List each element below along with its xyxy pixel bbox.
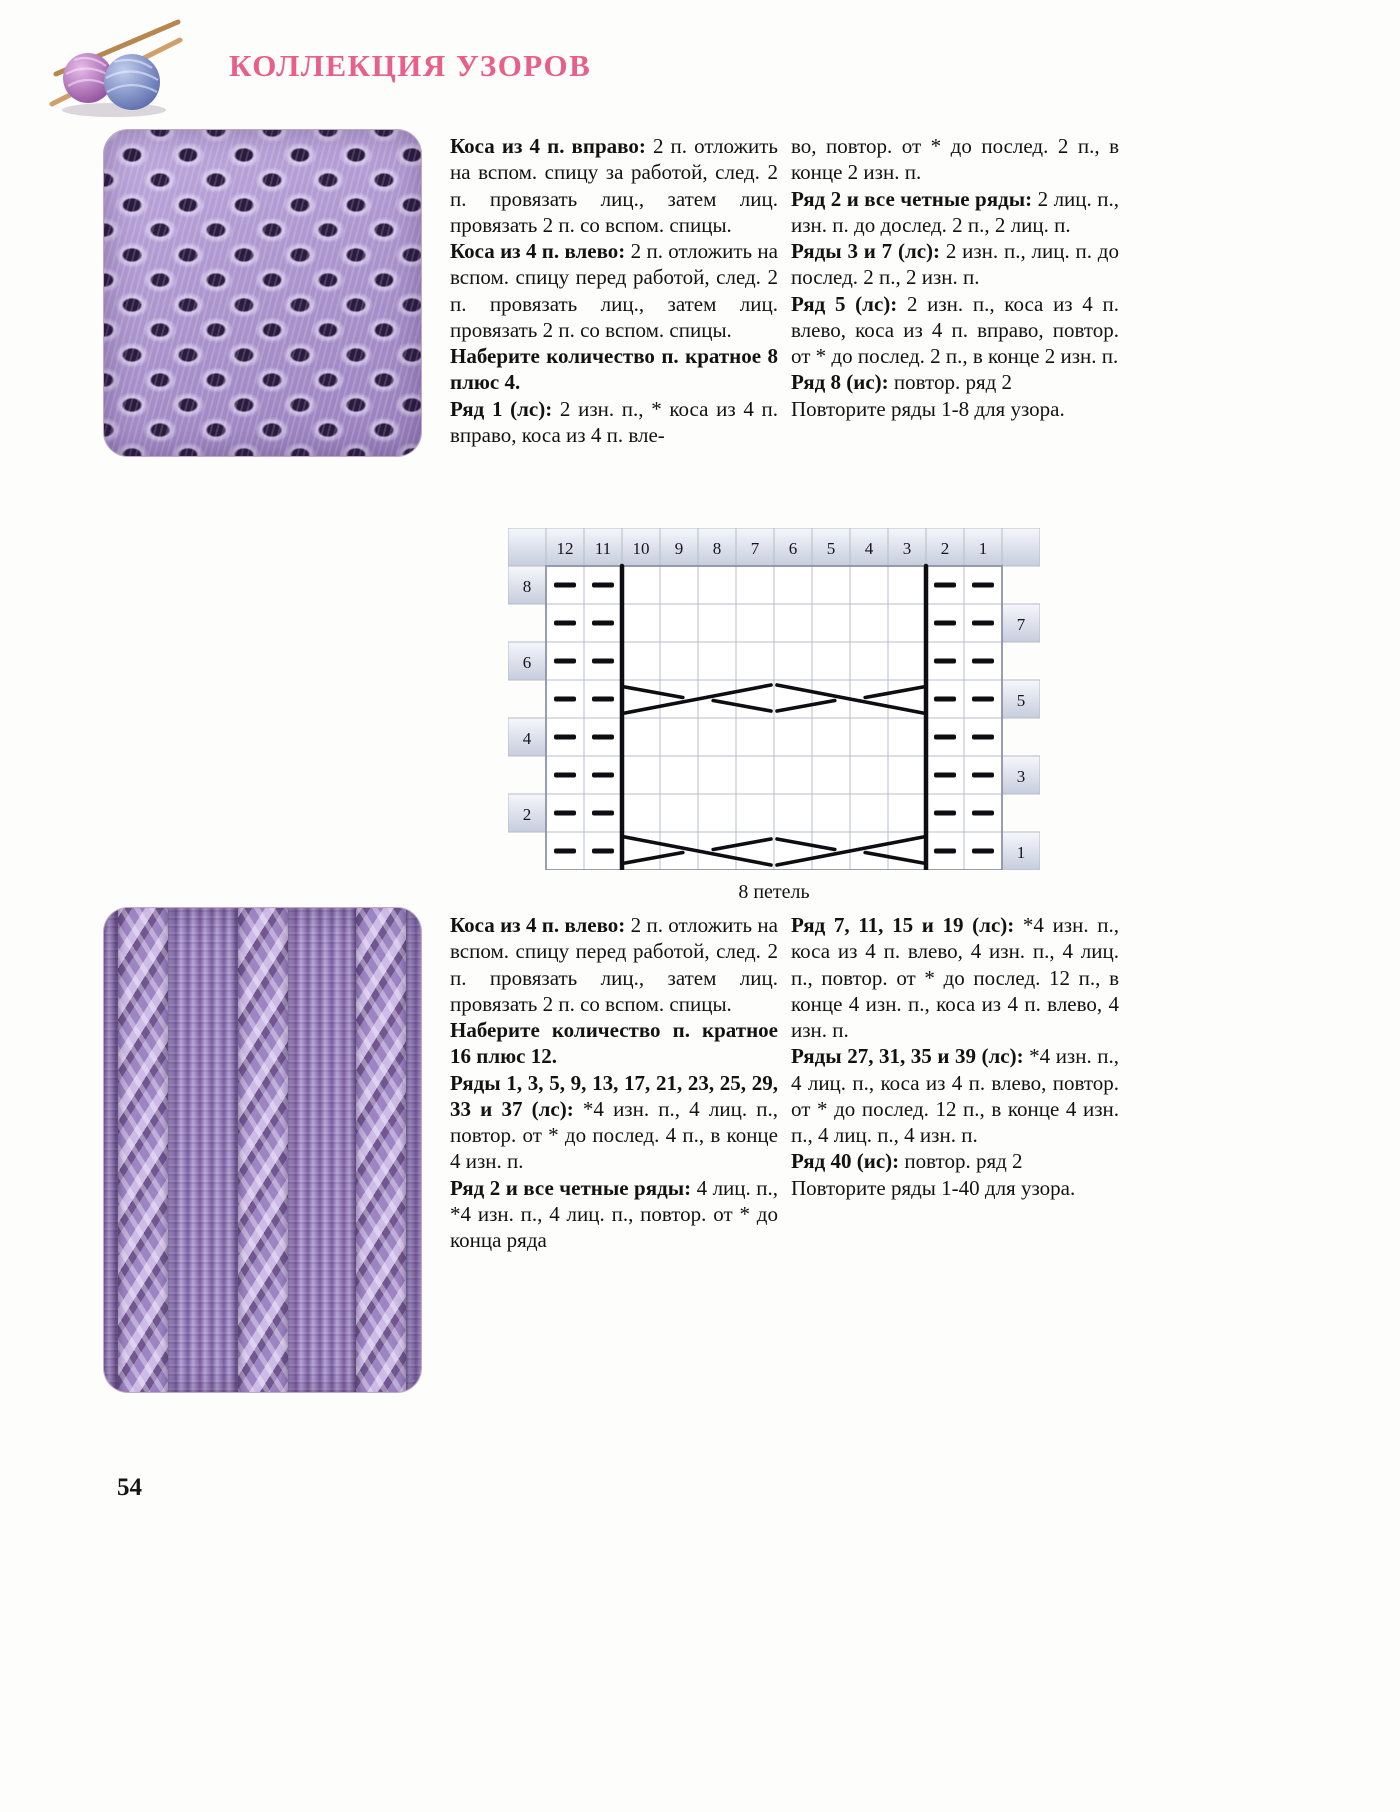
svg-text:12: 12 xyxy=(556,539,574,558)
pattern-paragraph: Коса из 4 п. вправо: 2 п. отложить на вспом. спицу за работой, след. 2 п. провязать лиц., затем лиц. провязать 2 п. со вспом. спицы. xyxy=(450,134,778,237)
cable-braid xyxy=(238,908,288,1392)
pattern2-text-column-2 xyxy=(791,912,1119,1201)
svg-text:6: 6 xyxy=(788,539,798,558)
swatch-photo-honeycomb xyxy=(104,130,421,456)
svg-text:8: 8 xyxy=(712,539,722,558)
pattern-paragraph: Коса из 4 п. влево: 2 п. отложить на вспом. спицу перед работой, след. 2 п. провязать лиц., затем лиц. провязать 2 п. со вспом. спицы. xyxy=(450,239,778,342)
pattern-paragraph: Ряд 7, 11, 15 и 19 (лс): *4 изн. п., коса из 4 п. влево, 4 изн. п., 4 лиц. п., повтор. от * до послед. 12 п., в конце 4 изн. п., коса из 4 п. влево, 4 изн. п. xyxy=(791,913,1119,1042)
svg-text:4: 4 xyxy=(864,539,874,558)
pattern-paragraph: Ряд 5 (лс): 2 изн. п., коса из 4 п. влево, коса из 4 п. вправо, повтор. от * до послед. 2 п., в конце 2 изн. п. xyxy=(791,291,1119,368)
pattern2-text-column-1 xyxy=(450,912,778,1253)
svg-text:8: 8 xyxy=(522,577,532,596)
pattern-paragraph: Повторите ряды 1-8 для узора. xyxy=(791,396,1065,421)
svg-text:5: 5 xyxy=(1016,691,1026,710)
svg-text:1: 1 xyxy=(1016,843,1026,862)
page-title: КОЛЛЕКЦИЯ УЗОРОВ xyxy=(229,48,592,83)
pattern-paragraph: Ряды 1, 3, 5, 9, 13, 17, 21, 23, 25, 29, 33 и 37 (лс): *4 изн. п., 4 лиц. п., повтор. от * до послед. 4 п., в конце 4 изн. п. xyxy=(450,1070,778,1174)
yarn-ball-icon xyxy=(62,53,166,117)
svg-text:10: 10 xyxy=(632,539,650,558)
cable-braid xyxy=(356,908,406,1392)
pattern-paragraph: Ряд 2 и все четные ряды: 2 лиц. п., изн. п. до дослед. 2 п., 2 лиц. п. xyxy=(791,186,1119,237)
svg-text:6: 6 xyxy=(522,653,532,672)
chart-caption: 8 петель xyxy=(738,881,810,903)
svg-text:2: 2 xyxy=(940,539,950,558)
pattern-paragraph: Ряд 2 и все четные ряды: 4 лиц. п., *4 изн. п., 4 лиц. п., повтор. от * до конца ряда xyxy=(450,1175,778,1252)
pattern-paragraph: Ряд 1 (лс): 2 изн. п., * коса из 4 п. вправо, коса из 4 п. вле- xyxy=(450,396,778,447)
pattern1-text-column-2 xyxy=(791,133,1119,422)
svg-text:7: 7 xyxy=(1016,615,1026,634)
pattern-paragraph: Ряды 3 и 7 (лс): 2 изн. п., лиц. п. до послед. 2 п., 2 изн. п. xyxy=(791,239,1119,290)
knitting-chart-grid xyxy=(508,528,1040,870)
pattern-paragraph: во, повтор. от * до послед. 2 п., в конце 2 изн. п. xyxy=(791,134,1119,185)
svg-text:11: 11 xyxy=(594,539,612,558)
pattern-paragraph: Ряды 27, 31, 35 и 39 (лс): *4 изн. п., 4 лиц. п., коса из 4 п. влево, повтор. от * до послед. 12 п., в конце 4 изн. п., 4 лиц. п., 4 изн. п. xyxy=(791,1044,1119,1147)
pattern1-text-column-1 xyxy=(450,133,778,448)
pattern-paragraph: Ряд 40 (ис): повтор. ряд 2 xyxy=(791,1149,1023,1174)
svg-text:1: 1 xyxy=(978,539,988,558)
svg-text:3: 3 xyxy=(902,539,912,558)
knitting-chart xyxy=(508,528,1040,904)
yarn-photo-graphic xyxy=(44,16,186,118)
pattern-paragraph: Наберите количество п. кратное 16 плюс 12. xyxy=(450,1018,778,1069)
swatch-photo-cables xyxy=(104,908,421,1392)
cable-braid xyxy=(118,908,168,1392)
svg-text:7: 7 xyxy=(750,539,760,558)
svg-text:5: 5 xyxy=(826,539,836,558)
pattern-paragraph: Ряд 8 (ис): повтор. ряд 2 xyxy=(791,370,1013,395)
yarn-and-needles-photo xyxy=(44,16,186,118)
svg-text:9: 9 xyxy=(674,539,684,558)
page-number: 54 xyxy=(117,1474,142,1501)
svg-text:2: 2 xyxy=(522,805,532,824)
svg-text:4: 4 xyxy=(522,729,532,748)
pattern-paragraph: Повторите ряды 1-40 для узора. xyxy=(791,1175,1076,1200)
pattern-paragraph: Коса из 4 п. влево: 2 п. отложить на вспом. спицу перед работой, след. 2 п. провязать лиц., затем лиц. провязать 2 п. со вспом. спицы. xyxy=(450,913,778,1016)
svg-text:3: 3 xyxy=(1016,767,1026,786)
pattern-paragraph: Наберите количество п. кратное 8 плюс 4. xyxy=(450,344,778,395)
